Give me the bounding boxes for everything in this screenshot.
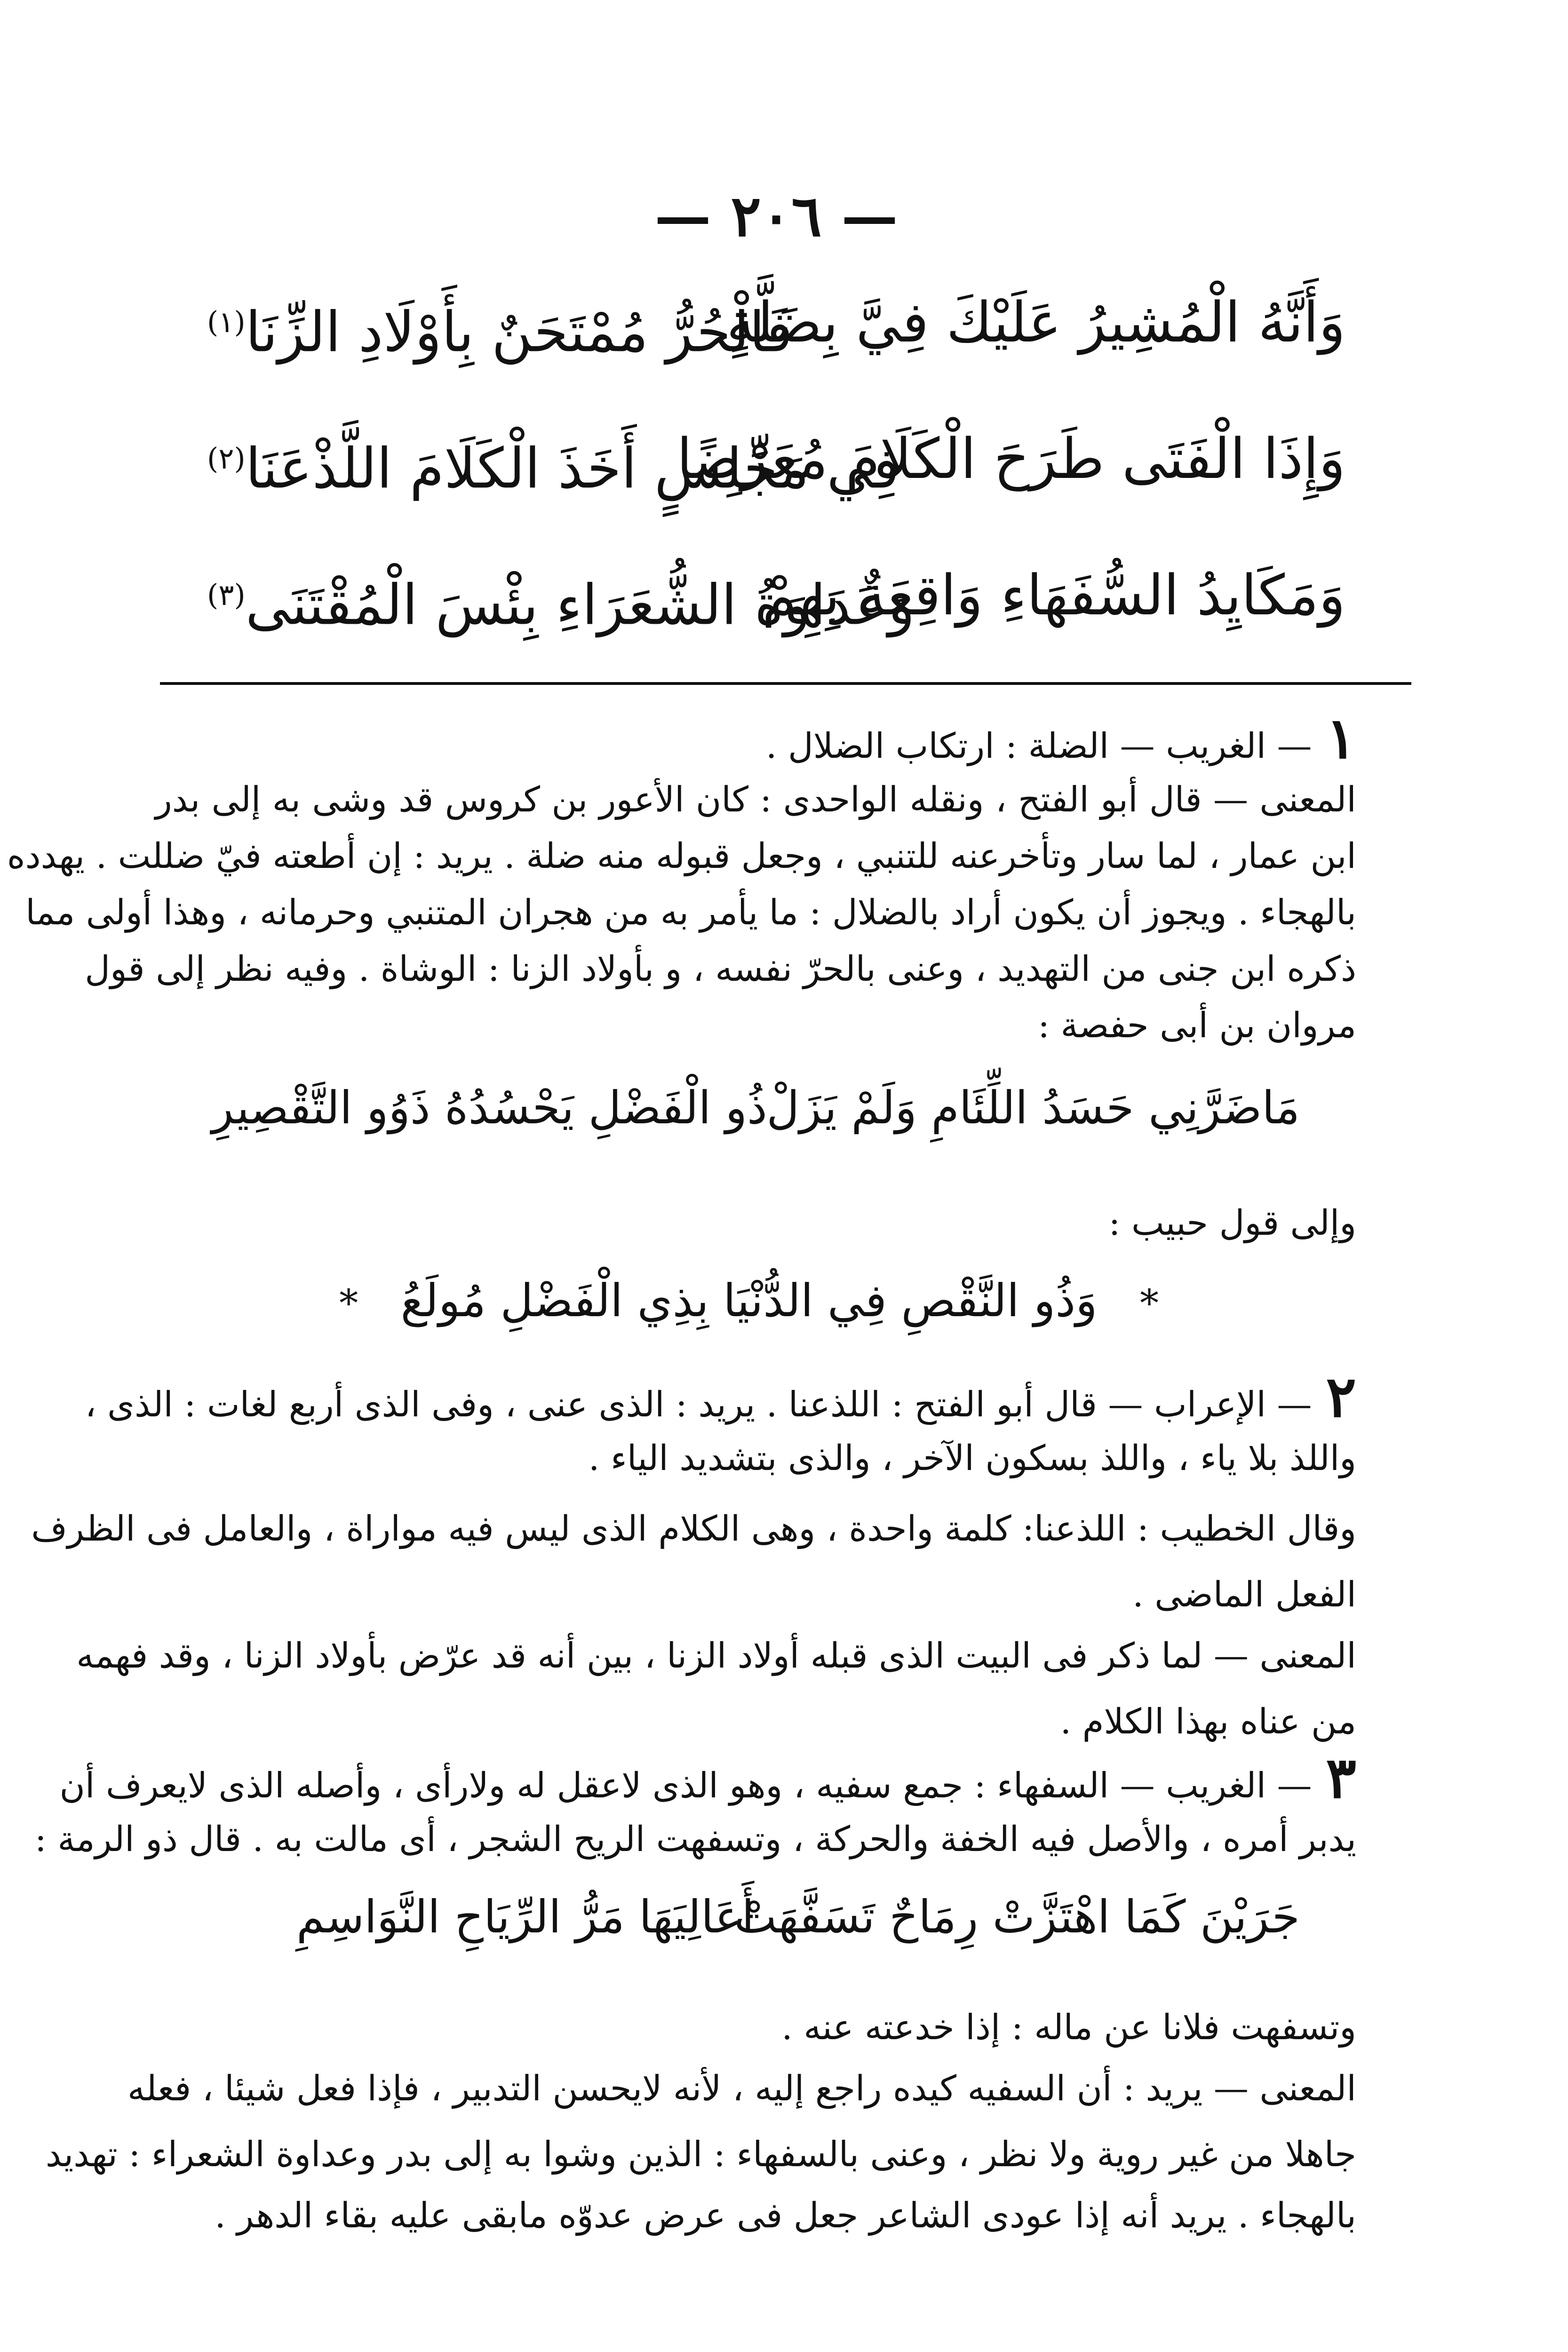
footnote-ref-2: (٢) bbox=[207, 441, 246, 476]
quote-verse-2-text: وَذُو النَّقْصِ فِي الدُّنْيَا بِذِي الْفَضْلِ مُولَعُ bbox=[400, 1274, 1098, 1327]
note-2-line-5: المعنى — لما ذكر فى البيت الذى قبله أولاد الزنا ، بين أنه قد عرّض بأولاد الزنا ، وقد فهمه bbox=[76, 1636, 1356, 1676]
quote-verse-1 bbox=[212, 1073, 1300, 1148]
note-2-line-2: واللذ بلا ياء ، واللذ بسكون الآخر ، والذى بتشديد الياء . bbox=[588, 1438, 1356, 1478]
star-ornament-start: * bbox=[1140, 1281, 1159, 1325]
note-1-line-1-text: — الغريب — الضلة : ارتكاب الضلال . bbox=[765, 726, 1312, 766]
note-1-line-5: ذكره ابن جنى من التهديد ، وعنى بالحرّ نفسه ، و بأولاد الزنا : الوشاة . وفيه نظر إلى قول bbox=[85, 949, 1356, 989]
footnote-ref-3: (٣) bbox=[207, 578, 246, 612]
page-number: — ٢٠٦ — bbox=[654, 183, 898, 249]
footnote-divider bbox=[160, 682, 1411, 685]
star-ornament-end: * bbox=[339, 1281, 358, 1325]
note-3-line-2: يدبر أمره ، والأصل فيه الخفة والحركة ، وتسفهت الريح الشجر ، أى مالت به . قال ذو الرمة : bbox=[34, 1819, 1356, 1859]
note-3-line-1-text: — الغريب — السفهاء : جمع سفيه ، وهو الذى لاعقل له ولارأى ، وأصله الذى لايعرف أن bbox=[59, 1765, 1312, 1806]
verse-2-second-text: فِي مَجْلِسٍ أَخَذَ الْكَلَامَ اللَّذْعَنَا bbox=[245, 436, 900, 501]
note-3-line-4: المعنى — يريد : أن السفيه كيده راجع إليه ، لأنه لايحسن التدبير ، فإذا فعل شيئا ، فعله bbox=[127, 2068, 1356, 2109]
note-3-line-1 bbox=[59, 1745, 1356, 1811]
note-1-line-6: مروان بن أبى حفصة : bbox=[1038, 1005, 1356, 1046]
verse-3-first-hemistich: وَمَكَايِدُ السُّفَهَاءِ وَاقِعَةٌ بِهِمْ bbox=[762, 563, 1345, 628]
verse-3-second-text: وَعَدَاوَةُ الشُّعَرَاءِ بِئْسَ الْمُقْتَنَى bbox=[245, 572, 915, 637]
note-2-line-3: وقال الخطيب : اللذعنا: كلمة واحدة ، وهى الكلام الذى ليس فيه مواراة ، والعامل فى الظرف bbox=[31, 1509, 1356, 1549]
verse-2-first-hemistich: وَإِذَا الْفَتَى طَرَحَ الْكَلَامَ مُعَرِّضًا bbox=[677, 426, 1345, 491]
verse-2 bbox=[207, 414, 1345, 508]
verse-1-second-text: فَالْحُرُّ مُمْتَحَنٌ بِأَوْلَادِ الزِّنَا bbox=[245, 299, 793, 365]
note-1-line-4: بالهجاء . ويجوز أن يكون أراد بالضلال : ما يأمر به من هجران المتنبي وحرمانه ، وهذا أولى مما bbox=[25, 892, 1356, 933]
quote-verse-3-first: جَرَيْنَ كَمَا اهْتَزَّتْ رِمَاحٌ تَسَفَّهَتْ bbox=[734, 1891, 1300, 1943]
note-3-line-6: بالهجاء . يريد أنه إذا عودى الشاعر جعل فى عرض عدوّه مابقى عليه بقاء الدهر . bbox=[215, 2195, 1356, 2236]
note-2-number: ٢ bbox=[1326, 1364, 1356, 1430]
quote-verse-1-second: ذُو الْفَضْلِ يَحْسُدُهُ ذَوُو التَّقْصِيرِ bbox=[212, 1081, 767, 1134]
note-3-line-5: جاهلا من غير روية ولا نظر ، وعنى بالسفهاء : الذين وشوا به إلى بدر وعداوة الشعراء : تهديد bbox=[45, 2134, 1356, 2175]
note-2-line-1-text: — الإعراب — قال أبو الفتح : اللذعنا . يريد : الذى عنى ، وفى الذى أربع لغات : الذى ، bbox=[85, 1384, 1312, 1425]
note-2-line-1 bbox=[85, 1364, 1356, 1430]
verse-1-second-hemistich bbox=[207, 278, 793, 376]
note-3-number: ٣ bbox=[1326, 1745, 1356, 1811]
note-2-line-4: الفعل الماضى . bbox=[1132, 1574, 1356, 1615]
verse-1-first-hemistich: وَأَنَّهُ الْمُشِيرُ عَلَيْكَ فِيَّ بِضَلَّةٍ bbox=[726, 290, 1345, 355]
footnote-ref-1: (١) bbox=[207, 305, 246, 339]
quote-verse-2 bbox=[339, 1265, 1159, 1341]
note-1-number: ١ bbox=[1326, 705, 1356, 771]
note-1-line-1 bbox=[155, 705, 1356, 771]
note-1-line-2: المعنى — قال أبو الفتح ، ونقله الواحدى : كان الأعور بن كروس قد وشى به إلى بدر bbox=[155, 779, 1356, 820]
verse-3-second-hemistich bbox=[207, 550, 915, 649]
note-3-line-3: وتسفهت فلانا عن ماله : إذا خدعته عنه . bbox=[781, 2007, 1356, 2048]
verse-1 bbox=[207, 278, 1345, 372]
note-1-line-7: وإلى قول حبيب : bbox=[1108, 1203, 1356, 1243]
verse-2-second-hemistich bbox=[207, 414, 899, 513]
note-1-line-3: ابن عمار ، لما سار وتأخرعنه للتنبي ، وجعل قبوله منه ضلة . يريد : إن أطعته فيّ ضللت . يهدده bbox=[7, 836, 1356, 876]
quote-verse-3 bbox=[296, 1882, 1300, 1957]
quote-verse-3-second: أَعَالِيَهَا مَرُّ الرِّيَاحِ النَّوَاسِمِ bbox=[296, 1891, 755, 1943]
quote-verse-1-first: مَاضَرَّنِي حَسَدُ اللِّئَامِ وَلَمْ يَزَلْ bbox=[766, 1081, 1300, 1134]
note-2-line-6: من عناه بهذا الكلام . bbox=[1060, 1701, 1356, 1742]
verse-3 bbox=[207, 550, 1345, 644]
